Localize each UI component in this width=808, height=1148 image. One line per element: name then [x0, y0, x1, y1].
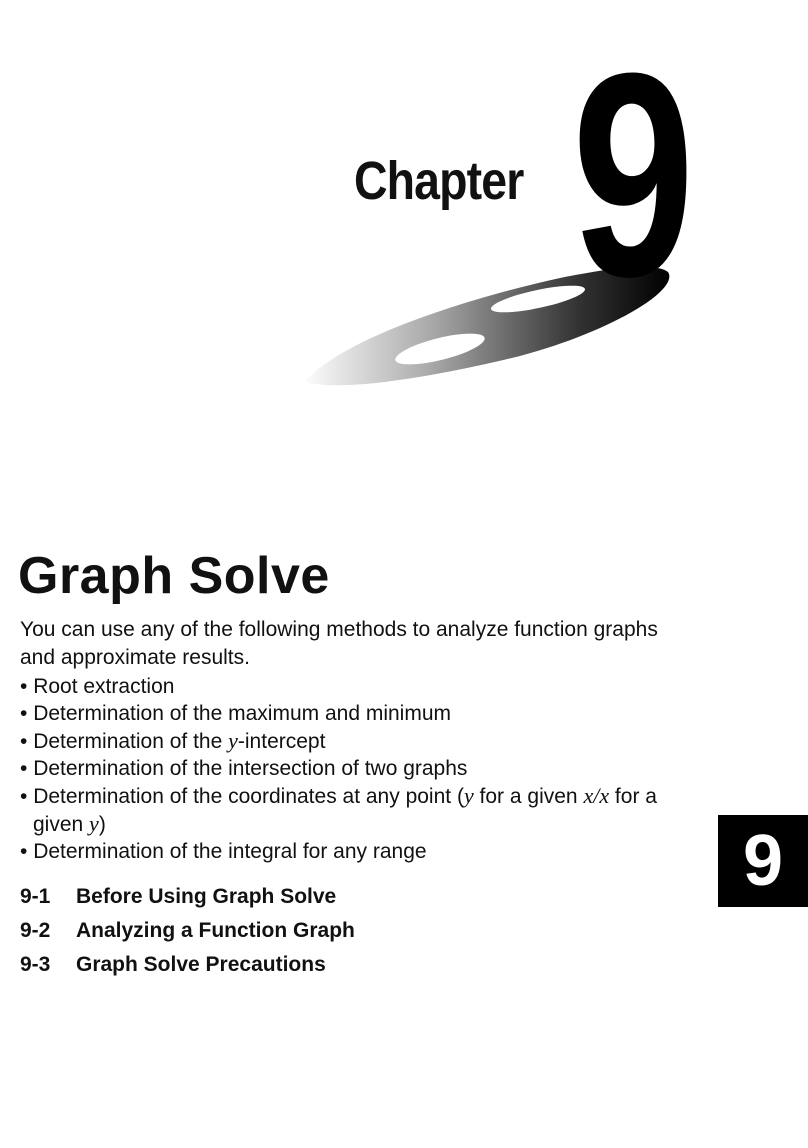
chapter-side-tab: 9 — [718, 815, 808, 907]
toc-item[interactable] — [20, 880, 355, 914]
section-contents — [20, 880, 355, 982]
list-item: • Determination of the y-intercept — [20, 727, 680, 755]
toc-title: Graph Solve Precautions — [76, 953, 326, 976]
toc-number: 9-2 — [20, 919, 51, 942]
toc-item[interactable] — [20, 914, 355, 948]
list-item: • Determination of the coordinates at any point (y for a given x/x for a given y) — [20, 782, 680, 838]
toc-number: 9-1 — [20, 885, 51, 908]
toc-title: Analyzing a Function Graph — [76, 919, 355, 942]
intro-paragraph: You can use any of the following methods to analyze function graphs and approximate results. — [20, 618, 658, 669]
toc-title: Before Using Graph Solve — [76, 885, 337, 908]
page-title: Graph Solve — [18, 547, 330, 605]
toc-number: 9-3 — [20, 953, 51, 976]
methods-list — [20, 673, 680, 865]
toc-item[interactable] — [20, 948, 355, 982]
list-item: • Determination of the intersection of two graphs — [20, 755, 680, 782]
chapter-label: Chapter — [354, 151, 524, 211]
list-item: • Determination of the integral for any range — [20, 838, 680, 865]
chapter-number: 9 — [572, 13, 695, 337]
list-item: • Root extraction — [20, 673, 680, 700]
list-item: • Determination of the maximum and minimum — [20, 700, 680, 727]
